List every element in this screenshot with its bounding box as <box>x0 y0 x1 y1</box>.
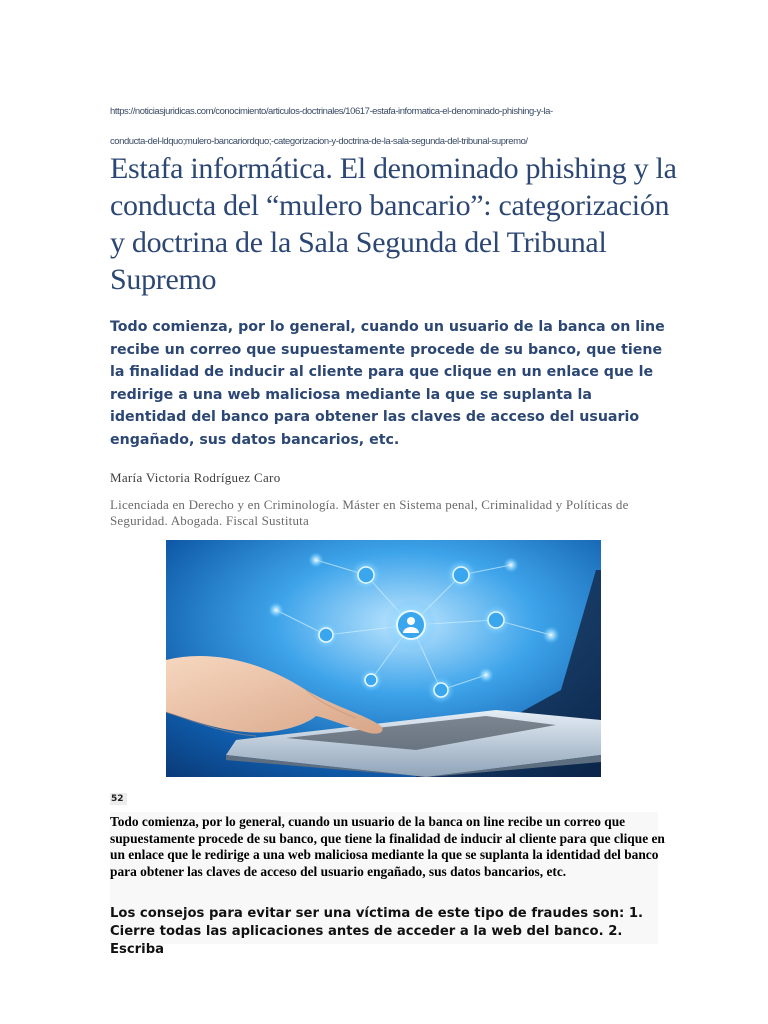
page-number: 52 <box>110 793 127 805</box>
article-title: Estafa informática. El denominado phishing y la conducta del “mulero bancario”: categorización y doctrina de la Sala Segunda del Tribunal Supremo <box>110 152 677 296</box>
source-url-line-1[interactable]: https://noticiasjuridicas.com/conocimiento/articulos-doctrinales/10617-estafa-informatica-el-denominado-phishing-y-la- <box>110 106 553 117</box>
author-bio: Licenciada en Derecho y en Criminología. Máster en Sistema penal, Criminalidad y Políticas de Seguridad. Abogada. Fiscal Sustituta <box>110 497 629 528</box>
author-name: María Victoria Rodríguez Caro <box>110 470 281 485</box>
source-url-line-2[interactable]: conducta-del-ldquo;mulero-bancariordquo;-categorizacion-y-doctrina-de-la-sala-segunda-del-tribunal-supremo/ <box>110 136 528 147</box>
body-paragraph: Todo comienza, por lo general, cuando un usuario de la banca on line recibe un correo que supuestamente procede de su banco, que tiene la finalidad de inducir al cliente para que clique en un enlace que le redirige a una web maliciosa mediante la que se suplanta la identidad del banco para obtener las claves de acceso del usuario engañado, sus datos bancarios, etc. <box>110 814 665 879</box>
hero-image <box>166 540 601 777</box>
article-lead: Todo comienza, por lo general, cuando un usuario de la banca on line recibe un correo que supuestamente procede de su banco, que tiene la finalidad de inducir al cliente para que clique en un enlace que le redirige a una web maliciosa mediante la que se suplanta la identidad del banco para obtener las claves de acceso del usuario engañado, sus datos bancarios, etc. <box>110 319 665 448</box>
tips-paragraph: Los consejos para evitar ser una víctima de este tipo de fraudes son: 1. Cierre todas las aplicaciones antes de acceder a la web del banco. 2. Escriba <box>110 906 644 957</box>
laptop-network-photo <box>166 540 601 777</box>
